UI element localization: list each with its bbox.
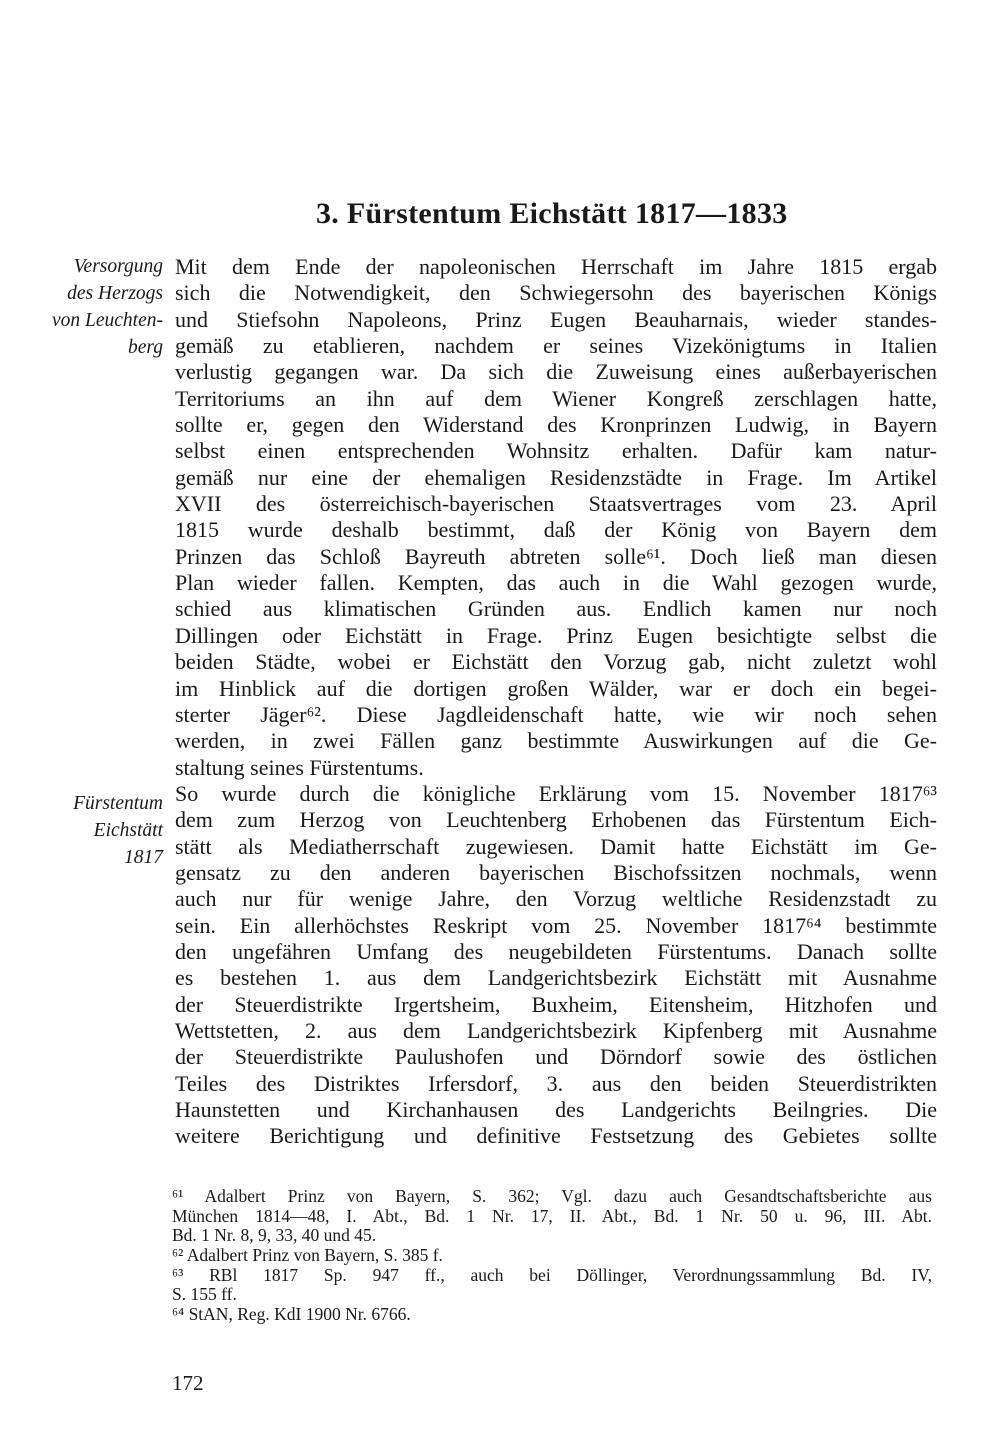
footnote-62-line: ⁶² Adalbert Prinz von Bayern, S. 385 f. (172, 1245, 443, 1266)
text-line: es bestehen 1. aus dem Landgerichtsbezirk Eichstätt mit Ausnahme (175, 965, 937, 991)
side-note-versorgung (20, 253, 163, 361)
footnote-61-line: München 1814—48, I. Abt., Bd. 1 Nr. 17, II. Abt., Bd. 1 Nr. 50 u. 96, III. Abt. (172, 1205, 932, 1226)
text-line: sollte er, gegen den Widerstand des Kronprinzen Ludwig, in Bayern (175, 412, 937, 438)
side-note-line: Fürstentum (73, 793, 163, 814)
text-line: auch nur für wenige Jahre, den Vorzug weltliche Residenzstadt zu (175, 886, 937, 912)
text-line: gemäß nur eine der ehemaligen Residenzstädte in Frage. Im Artikel (175, 464, 937, 490)
footnote-63-line: S. 155 ff. (172, 1284, 237, 1305)
text-line: So wurde durch die königliche Erklärung vom 15. November 1817⁶³ (175, 780, 937, 806)
side-note-line: Versorgung (73, 256, 163, 277)
side-note-line: des Herzogs (67, 283, 163, 304)
text-line: Prinzen das Schloß Bayreuth abtreten solle⁶¹. Doch ließ man diesen (175, 543, 937, 569)
text-line: gensatz zu den anderen bayerischen Bischofssitzen nochmals, wenn (175, 859, 937, 885)
footnote-63-line: ⁶³ RBl 1817 Sp. 947 ff., auch bei Döllinger, Verordnungssammlung Bd. IV, (172, 1264, 932, 1285)
text-line: weitere Berichtigung und definitive Festsetzung des Gebietes sollte (175, 1123, 937, 1149)
text-line: schied aus klimatischen Gründen aus. Endlich kamen nur noch (175, 596, 937, 622)
side-note-line: berg (127, 337, 163, 358)
side-note-line: 1817 (124, 847, 163, 868)
text-line: sterter Jäger⁶². Diese Jagdleidenschaft hatte, wie wir noch sehen (175, 701, 937, 727)
footnote-64-line: ⁶⁴ StAN, Reg. KdI 1900 Nr. 6766. (172, 1304, 411, 1325)
text-line: Plan wieder fallen. Kempten, das auch in die Wahl gezogen wurde, (175, 570, 937, 596)
text-line: Teiles des Distriktes Irfersdorf, 3. aus den beiden Steuerdistrikten (175, 1070, 937, 1096)
chapter-title: 3. Fürstentum Eichstätt 1817—1833 (316, 197, 788, 230)
text-line: und Stiefsohn Napoleons, Prinz Eugen Beauharnais, wieder standes- (175, 306, 937, 332)
text-line: Dillingen oder Eichstätt in Frage. Prinz Eugen besichtigte selbst die (175, 622, 937, 648)
text-line: Territoriums an ihn auf dem Wiener Kongreß zerschlagen hatte, (175, 385, 937, 411)
footnotes (172, 1187, 932, 1325)
text-line: sein. Ein allerhöchstes Reskript vom 25. November 1817⁶⁴ bestimmte (175, 912, 937, 938)
text-line: stätt als Mediatherrschaft zugewiesen. Damit hatte Eichstätt im Ge- (175, 833, 937, 859)
text-line: Haunstetten und Kirchanhausen des Landgerichts Beilngries. Die (175, 1097, 937, 1122)
text-line: XVII des österreichisch-bayerischen Staatsvertrages vom 23. April (175, 491, 937, 517)
side-note-fuerstentum (20, 790, 163, 871)
text-line: werden, in zwei Fällen ganz bestimmte Auswirkungen auf die Ge- (175, 728, 937, 754)
text-line: Wettstetten, 2. aus dem Landgerichtsbezirk Kipfenberg mit Ausnahme (175, 1017, 937, 1043)
footnote-61-line: ⁶¹ Adalbert Prinz von Bayern, S. 362; Vgl. dazu auch Gesandtschaftsberichte aus (172, 1186, 932, 1206)
text-line: verlustig gegangen war. Da sich die Zuweisung eines außerbayerischen (175, 359, 937, 385)
text-line: im Hinblick auf die dortigen großen Wälder, war er doch ein begei- (175, 675, 937, 701)
text-line: der Steuerdistrikte Irgertsheim, Buxheim, Eitensheim, Hitzhofen und (175, 991, 937, 1017)
side-note-line: von Leuchten- (51, 310, 163, 331)
text-line: der Steuerdistrikte Paulushofen und Dörndorf sowie des östlichen (175, 1044, 937, 1070)
text-line: Mit dem Ende der napoleonischen Herrschaft im Jahre 1815 ergab (175, 254, 937, 279)
side-note-line: Eichstätt (93, 820, 163, 841)
text-line: sich die Notwendigkeit, den Schwiegersohn des bayerischen Königs (175, 280, 937, 306)
footnote-61-line: Bd. 1 Nr. 8, 9, 33, 40 und 45. (172, 1225, 377, 1246)
text-line: selbst einen entsprechenden Wohnsitz erhalten. Dafür kam natur- (175, 438, 937, 464)
text-line: den ungefähren Umfang des neugebildeten Fürstentums. Danach sollte (175, 938, 937, 964)
text-line: gemäß zu etablieren, nachdem er seines Vizekönigtums in Italien (175, 333, 937, 359)
text-line: staltung seines Fürstentums. (175, 754, 424, 780)
text-line: 1815 wurde deshalb bestimmt, daß der König von Bayern dem (175, 517, 937, 543)
text-line: dem zum Herzog von Leuchtenberg Erhobenen das Fürstentum Eich- (175, 807, 937, 833)
text-line: beiden Städte, wobei er Eichstätt den Vorzug gab, nicht zuletzt wohl (175, 649, 937, 675)
paragraph-1 (175, 254, 937, 1150)
page-number: 172 (172, 1371, 204, 1395)
